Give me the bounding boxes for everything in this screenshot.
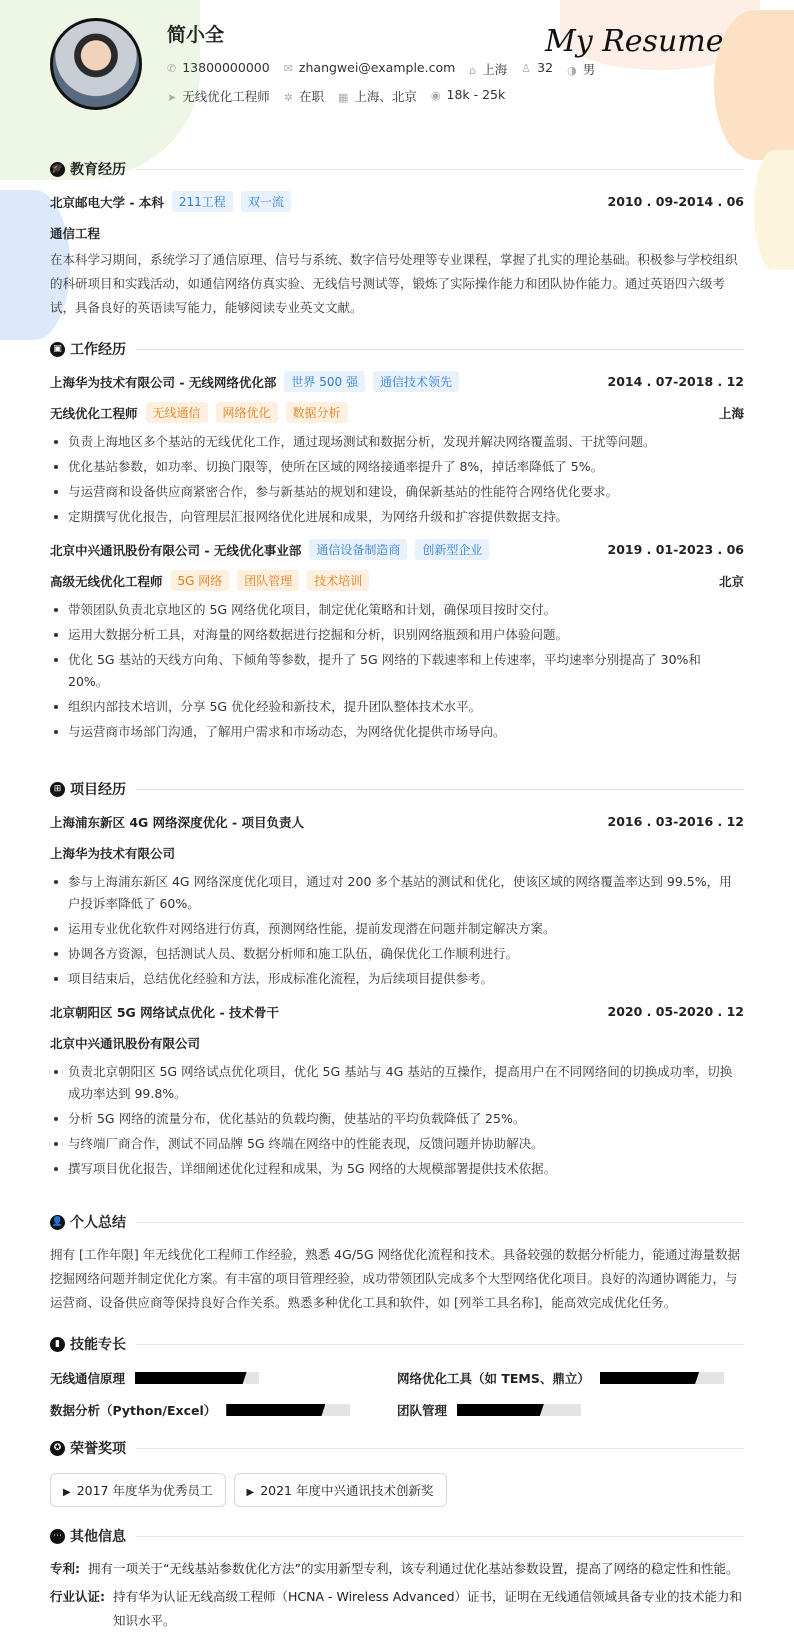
other-info-row [50, 1585, 744, 1633]
skill-level-fill [135, 1372, 247, 1384]
info-text: 上海、北京 [354, 89, 417, 104]
project-row [50, 996, 744, 1027]
info-row-2 [167, 87, 505, 105]
bullet-list [50, 1061, 744, 1180]
bullet-item: 运用专业优化软件对网络进行仿真，预测网络性能，提前发现潜在问题并制定解决方案。 [50, 918, 744, 940]
skill-name: 团队管理 [397, 1403, 448, 1418]
other-info-row [50, 1557, 744, 1581]
info-text: zhangwei@example.com [298, 60, 456, 75]
bullet-item: 与运营商市场部门沟通，了解用户需求和市场动态，为网络优化提供市场导向。 [50, 721, 744, 743]
bullet-item: 定期撰写优化报告，向管理层汇报网络优化进展和成果，为网络升级和扩容提供数据支持。 [50, 506, 744, 528]
award-text: 2021 年度中兴通讯技术创新奖 [260, 1483, 434, 1498]
skill-name: 数据分析（Python/Excel） [50, 1403, 217, 1418]
project-company: 北京中兴通讯股份有限公司 [50, 1035, 201, 1051]
bullet-item: 优化基站参数，如功率、切换门限等，使所在区域的网络接通率提升了 8%，掉话率降低了 5%。 [50, 456, 744, 478]
skill-level-bar [600, 1372, 724, 1384]
spacer [50, 1183, 744, 1193]
project-date: 2016 . 03-2016 . 12 [607, 814, 744, 829]
tag: 技术培训 [307, 570, 369, 591]
info-row-1 [167, 60, 595, 78]
section-title: 其他信息 [70, 1529, 126, 1545]
bullet-item: 带领团队负责北京地区的 5G 网络优化项目，制定优化策略和计划，确保项目按时交付。 [50, 599, 744, 621]
tag: 211工程 [172, 191, 233, 212]
education-description: 在本科学习期间，系统学习了通信原理、信号与系统、数字信号处理等专业课程，掌握了扎实的理论基础。积极参与学校组织的科研项目和实践活动，如通信网络仿真实验、无线信号测试等，锻炼了实际操作能力和团队协作能力。通过英语四六级考试，具备良好的英语读写能力，能够阅读专业英文文献。 [50, 252, 738, 315]
project-company: 上海华为技术有限公司 [50, 845, 176, 861]
section-title: 教育经历 [70, 162, 126, 178]
briefcase-icon: ▣ [50, 342, 65, 357]
skill-item [50, 1369, 397, 1387]
bullet-item: 与终端厂商合作，测试不同品牌 5G 终端在网络中的性能表现，反馈问题并协助解决。 [50, 1133, 744, 1155]
play-icon: ▶ [63, 1487, 71, 1498]
avatar [50, 18, 142, 110]
info-item [338, 87, 417, 105]
project-name: 北京朝阳区 5G 网络试点优化 - 技术骨干 [50, 1004, 280, 1020]
gender-icon: ◑ [567, 64, 577, 77]
salary-icon: ◉ [430, 89, 441, 102]
info-text: 无线优化工程师 [182, 89, 270, 104]
skill-item [50, 1401, 397, 1419]
award-item [234, 1473, 447, 1507]
section-awards [50, 1431, 744, 1465]
info-text: 32 [537, 60, 554, 75]
candidate-name: 简小全 [167, 24, 225, 46]
summary-text: 拥有 [工作年限] 年无线优化工程师工作经验，熟悉 4G/5G 网络优化流程和技术。具备较强的数据分析能力，能通过海量数据挖掘网络问题并制定优化方案。有丰富的项目管理经验，成功带领团队完成多个大型网络优化项目。良好的沟通协调能力，与运营商、设备供应商等保持良好合作关系。熟悉多种优化工具和软件，如 [列举工具名称]，能高效完成优化任务。 [50, 1247, 741, 1310]
job-city: 上海 [718, 405, 744, 421]
mail-icon: ✉ [283, 62, 293, 75]
tag: 5G 网络 [171, 570, 230, 591]
project-date: 2020 . 05-2020 . 12 [607, 1004, 744, 1019]
job-role: 无线优化工程师 [50, 405, 138, 421]
skill-level-fill [457, 1404, 544, 1416]
tag: 双一流 [241, 191, 291, 212]
other-info-text: 拥有一项关于“无线基站参数优化方法”的实用新型专利，该专利通过优化基站参数设置，提高了网络的稳定性和性能。 [88, 1561, 739, 1576]
project-name: 上海浦东新区 4G 网络深度优化 - 项目负责人 [50, 814, 305, 830]
resume-header [0, 0, 794, 140]
skill-level-bar [457, 1404, 581, 1416]
section-title: 工作经历 [70, 342, 126, 358]
other-info-label: 专利: [50, 1561, 80, 1576]
section-education [50, 152, 744, 186]
info-item [284, 60, 456, 78]
send-icon: ➤ [167, 91, 177, 104]
section-other [50, 1519, 744, 1553]
education-row [50, 186, 744, 217]
section-divider [136, 1536, 744, 1537]
section-skills [50, 1327, 744, 1361]
age-icon: ♙ [521, 62, 532, 75]
bullet-item: 负责上海地区多个基站的无线优化工作，通过现场测试和数据分析，发现并解决网络覆盖弱、干扰等问题。 [50, 431, 744, 453]
info-item [167, 60, 270, 78]
other-info-label: 行业认证: [50, 1589, 105, 1604]
awards-list [50, 1473, 744, 1507]
building-icon: ▦ [337, 91, 349, 104]
info-text: 13800000000 [182, 60, 270, 75]
job-role-row [50, 397, 744, 428]
bullet-item: 与运营商和设备供应商紧密合作，参与新基站的规划和建设，确保新基站的性能符合网络优化要求。 [50, 481, 744, 503]
skill-level-fill [600, 1372, 699, 1384]
section-divider [136, 1222, 744, 1223]
job-role-row [50, 565, 744, 596]
section-work [50, 332, 744, 366]
company-name: 北京中兴通讯股份有限公司 - 无线优化事业部 [50, 542, 302, 558]
section-title: 项目经历 [70, 782, 126, 798]
job-role: 高级无线优化工程师 [50, 573, 163, 589]
job-company-row [50, 534, 744, 565]
home-icon: ⌂ [469, 64, 477, 77]
award-icon: ✪ [50, 1441, 65, 1456]
school-name: 北京邮电大学 - 本科 [50, 194, 164, 210]
section-summary [50, 1205, 744, 1239]
bullet-item: 协调各方资源，包括测试人员、数据分析师和施工队伍，确保优化工作顺利进行。 [50, 943, 744, 965]
chart-icon: ▮ [50, 1337, 65, 1352]
section-title: 个人总结 [70, 1215, 126, 1231]
section-divider [136, 1448, 744, 1449]
bullet-item: 运用大数据分析工具，对海量的网络数据进行挖掘和分析，识别网络瓶颈和用户体验问题。 [50, 624, 744, 646]
user-icon: 👤 [50, 1215, 65, 1230]
job-company-row [50, 366, 744, 397]
tag: 世界 500 强 [284, 371, 365, 392]
tag: 数据分析 [286, 402, 348, 423]
skill-level-fill [226, 1404, 325, 1416]
bullet-item: 优化 5G 基站的天线方向角、下倾角等参数，提升了 5G 网络的下载速率和上传速率，平均速率分别提高了 30%和 20%。 [50, 649, 744, 693]
info-text: 男 [582, 62, 596, 77]
tag: 创新型企业 [415, 539, 489, 560]
skill-item [397, 1401, 744, 1419]
skill-name: 网络优化工具（如 TEMS、鼎立） [397, 1371, 590, 1386]
section-divider [136, 349, 744, 350]
skill-item [397, 1369, 744, 1387]
bullet-item: 分析 5G 网络的流量分布，优化基站的负载均衡，使基站的平均负载降低了 25%。 [50, 1108, 744, 1130]
section-divider [136, 1344, 744, 1345]
section-divider [136, 169, 744, 170]
bullet-item: 项目结束后，总结优化经验和方法，形成标准化流程，为后续项目提供参考。 [50, 968, 744, 990]
info-item [567, 60, 595, 78]
section-projects [50, 772, 744, 806]
tag: 团队管理 [237, 570, 299, 591]
tag: 通信设备制造商 [309, 539, 407, 560]
tag: 无线通信 [146, 402, 208, 423]
skill-name: 无线通信原理 [50, 1371, 126, 1386]
phone-icon: ✆ [167, 62, 177, 75]
bullet-list [50, 871, 744, 990]
play-icon: ▶ [246, 1487, 255, 1498]
bullet-item: 组织内部技术培训，分享 5G 优化经验和新技术，提升团队整体技术水平。 [50, 696, 744, 718]
job-date: 2014 . 07-2018 . 12 [607, 374, 744, 389]
award-text: 2017 年度华为优秀员工 [76, 1483, 213, 1498]
spacer [50, 746, 744, 760]
tag: 网络优化 [216, 402, 278, 423]
info-text: 18k - 25k [446, 87, 506, 102]
other-info-text: 持有华为认证无线高级工程师（HCNA - Wireless Advanced）证书，证明在无线通信领域具备专业的技术能力和知识水平。 [113, 1589, 743, 1628]
info-item [431, 87, 505, 105]
graduation-cap-icon: 🎓 [50, 162, 65, 177]
education-date: 2010 . 09-2014 . 06 [607, 194, 744, 209]
section-title: 技能专长 [70, 1337, 126, 1353]
section-divider [136, 789, 744, 790]
resume-title-art: My Resume [545, 24, 724, 59]
major: 通信工程 [50, 225, 101, 241]
info-text: 上海 [482, 62, 508, 77]
info-item [469, 60, 507, 78]
job-date: 2019 . 01-2023 . 06 [607, 542, 744, 557]
bullet-item: 参与上海浦东新区 4G 网络深度优化项目，通过对 200 多个基站的测试和优化，使该区域的网络覆盖率达到 99.5%，用户投诉率降低了 60%。 [50, 871, 744, 915]
project-row [50, 806, 744, 837]
skill-level-bar [226, 1404, 350, 1416]
award-item [50, 1473, 226, 1507]
project-icon: ⊞ [50, 782, 65, 797]
status-icon: ✲ [283, 91, 293, 104]
skills-grid [50, 1369, 744, 1419]
info-icon: ⋯ [50, 1529, 65, 1544]
info-item [284, 87, 324, 105]
bullet-list [50, 599, 744, 743]
bullet-list [50, 431, 744, 528]
bullet-item: 撰写项目优化报告，详细阐述优化过程和成果，为 5G 网络的大规模部署提供技术依据。 [50, 1158, 744, 1180]
job-city: 北京 [718, 573, 744, 589]
info-item [521, 60, 553, 78]
company-name: 上海华为技术有限公司 - 无线网络优化部 [50, 374, 277, 390]
bullet-item: 负责北京朝阳区 5G 网络试点优化项目，优化 5G 基站与 4G 基站的互操作，提高用户在不同网络间的切换成功率，切换成功率达到 99.8%。 [50, 1061, 744, 1105]
section-title: 荣誉奖项 [70, 1441, 126, 1457]
tag: 通信技术领先 [373, 371, 459, 392]
resume-body [0, 152, 794, 1633]
info-item [167, 87, 270, 105]
skill-level-bar [135, 1372, 259, 1384]
info-text: 在职 [298, 89, 324, 104]
